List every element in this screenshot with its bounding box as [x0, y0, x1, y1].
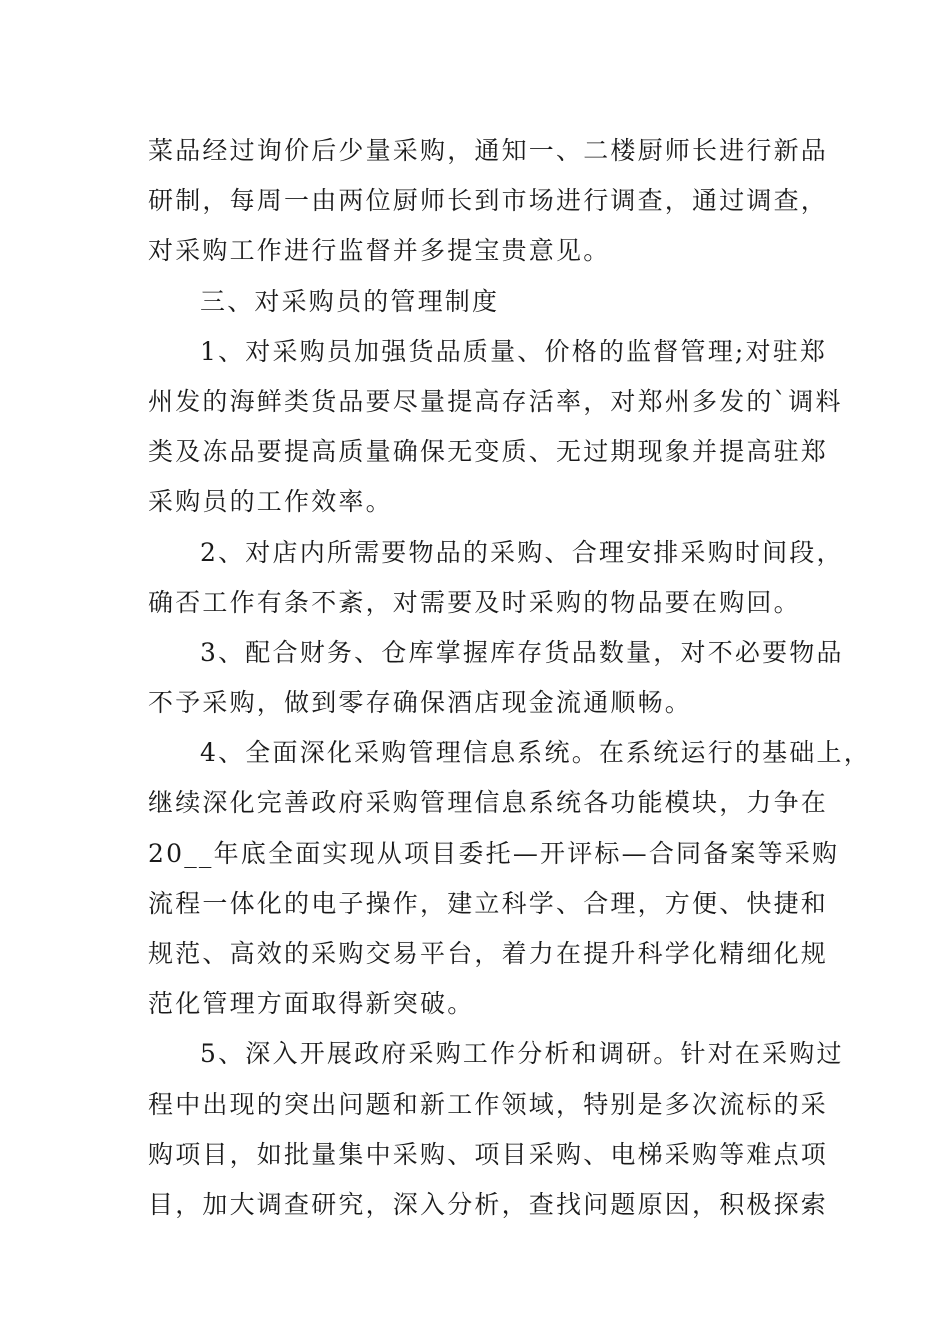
text-line: 范化管理方面取得新突破。: [148, 989, 475, 1019]
text-line: 4、全面深化采购管理信息系统。在系统运行的基础上，: [200, 738, 871, 768]
text-line: 2、对店内所需要物品的采购、合理安排采购时间段，: [200, 537, 844, 567]
text-line: 规范、高效的采购交易平台，着力在提升科学化精细化规: [148, 939, 829, 968]
text-line: 采购员的工作效率。: [148, 487, 393, 517]
text-line: 三、对采购员的管理制度: [200, 286, 500, 316]
text-line: 目，加大调查研究，深入分析，查找问题原因，积极探索: [148, 1189, 829, 1219]
text-line: 流程一体化的电子操作，建立科学、合理，方便、快捷和: [148, 888, 829, 918]
text-line: 确否工作有条不紊，对需要及时采购的物品要在购回。: [148, 587, 801, 617]
text-line: 购项目，如批量集中采购、项目采购、电梯采购等难点项: [148, 1139, 829, 1169]
text-line: 类及冻品要提高质量确保无变质、无过期现象并提高驻郑: [148, 437, 829, 467]
text-line: 研制，每周一由两位厨师长到市场进行调查，通过调查，: [148, 186, 829, 216]
text-line: 菜品经过询价后少量采购，通知一、二楼厨师长进行新品: [148, 136, 829, 165]
text-line: 程中出现的突出问题和新工作领域，特别是多次流标的采: [148, 1089, 829, 1119]
text-line: 1、对采购员加强货品质量、价格的监督管理;对驻郑: [200, 336, 828, 366]
text-line: 3、配合财务、仓库掌握库存货品数量，对不必要物品: [200, 637, 844, 667]
text-line: 对采购工作进行监督并多提宝贵意见。: [148, 236, 611, 266]
text-line: 20__年底全面实现从项目委托—开评标—合同备案等采购: [148, 838, 840, 868]
text-line: 5、深入开展政府采购工作分析和调研。针对在采购过: [200, 1039, 844, 1069]
text-line: 继续深化完善政府采购管理信息系统各功能模块，力争在: [148, 788, 829, 818]
text-line: 州发的海鲜类货品要尽量提高存活率，对郑州多发的`调料: [148, 386, 843, 416]
text-line: 不予采购，做到零存确保酒店现金流通顺畅。: [148, 688, 693, 718]
document-body: [148, 126, 871, 1230]
